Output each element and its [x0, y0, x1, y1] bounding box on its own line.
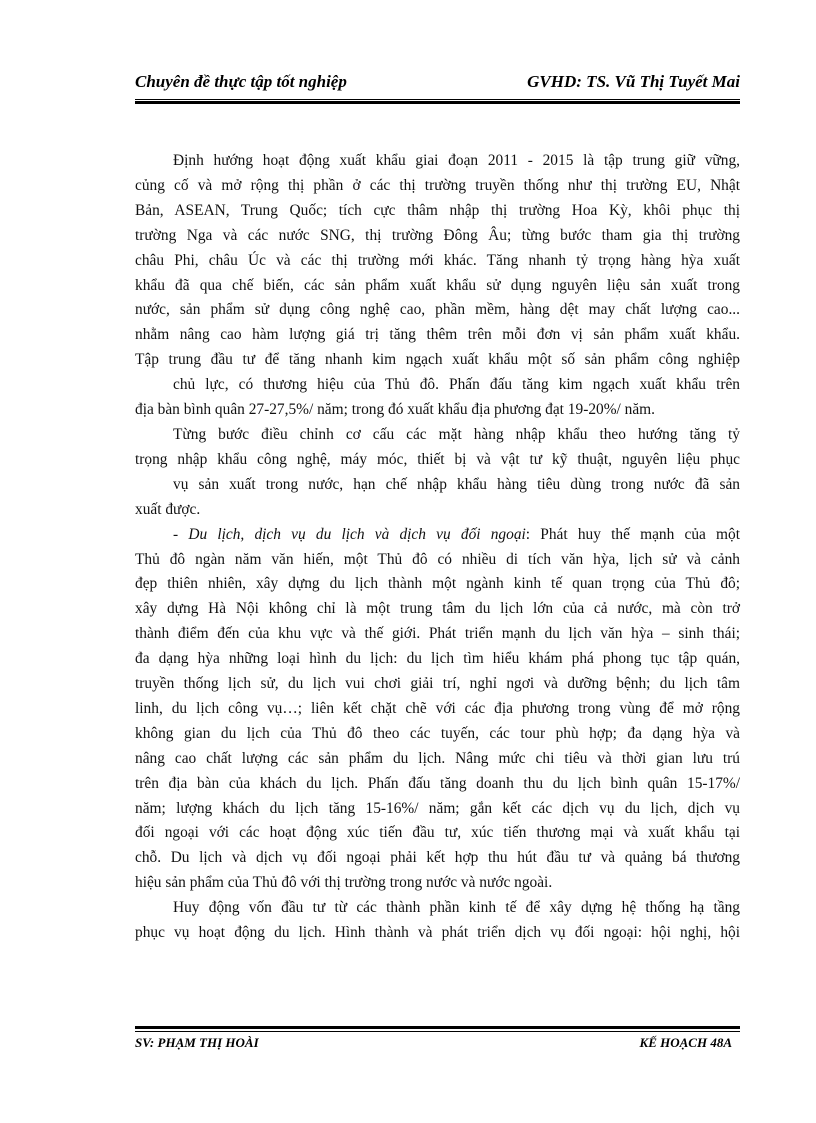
text-line: xuất được. — [135, 500, 201, 518]
bullet-dash: - — [173, 525, 189, 543]
paragraph-export-orientation — [135, 149, 740, 423]
text-line: xây dựng Hà Nội không chỉ là một trung tâm du lịch lớn của cả nước, mà còn trở — [135, 600, 740, 618]
text-line: đối ngoại với các hoạt động xúc tiến đầu tư, xúc tiến thương mại và xuất khẩu tại — [135, 824, 740, 842]
text-line: khẩu đã qua chế biến, các sản phẩm xuất khẩu sử dụng nguyên liệu sản xuất trong — [135, 276, 740, 294]
text-line: truyền thống lịch sử, du lịch vui chơi giải trí, nghỉ ngơi và dưỡng bệnh; du lịch tâm — [135, 675, 740, 693]
text-line: chỗ. Du lịch và dịch vụ đối ngoại phải kết hợp thu hút đầu tư và quảng bá thương — [135, 849, 740, 867]
text-line: thành điểm đến của khu vực và thế giới. Phát triển mạnh du lịch văn hỳa – sinh thái; — [135, 625, 740, 643]
text-line: nhằm nâng cao hàm lượng giá trị tăng thêm trên mỗi đơn vị sản phẩm xuất khẩu. — [135, 326, 740, 344]
page-footer — [135, 1026, 740, 1060]
header-rule-thin — [135, 99, 740, 100]
text-line: Bản, ASEAN, Trung Quốc; tích cực thâm nhập thị trường Hoa Kỳ, khôi phục thị — [135, 201, 740, 219]
text-line: vụ sản xuất trong nước, hạn chế nhập khẩu hàng tiêu dùng trong nước đã sản — [173, 475, 740, 493]
footer-class: KẾ HOẠCH 48A — [639, 1035, 732, 1050]
text-line: củng cố và mở rộng thị phần ở các thị trường truyền thống như thị trường EU, Nhật — [135, 176, 740, 194]
footer-student: SV: PHẠM THỊ HOÀI — [135, 1035, 259, 1050]
paragraph-tourism — [135, 523, 740, 897]
text-line: trường Nga và các nước SNG, thị trường Đông Âu; từng bước tham gia thị trường — [135, 226, 740, 244]
text-line: phục vụ hoạt động du lịch. Hình thành và phát triển dịch vụ đối ngoại: hội nghị, hội — [135, 924, 740, 942]
text-line: trên địa bàn của khách du lịch. Phấn đấu tăng doanh thu du lịch bình quân 15-17%/ — [135, 774, 740, 792]
text-fragment: Phát huy thế mạnh của một — [540, 525, 741, 543]
paragraph-investment — [135, 896, 740, 946]
text-line: địa bàn bình quân 27-27,5%/ năm; trong đó xuất khẩu địa phương đạt 19-20%/ năm. — [135, 401, 655, 419]
tourism-heading: Du lịch, dịch vụ du lịch và dịch vụ đối ngoại — [188, 525, 526, 543]
text-line: hiệu sản phẩm của Thủ đô với thị trường trong nước và nước ngoài. — [135, 874, 553, 892]
text-line: nước, sản phẩm sử dụng công nghệ cao, phần mềm, hàng dệt may chất lượng cao... — [135, 301, 740, 319]
text-line: Thủ đô ngàn năm văn hiến, một Thủ đô có nhiều di tích văn hỳa, lịch sử và cảnh — [135, 550, 740, 568]
text-line: trọng nhập khẩu công nghệ, máy móc, thiết bị và vật tư kỹ thuật, nguyên liệu phục — [135, 450, 740, 468]
text-line: nâng cao chất lượng các sản phẩm du lịch. Nâng mức chi tiêu và thời gian lưu trú — [135, 749, 740, 767]
text-line: linh, du lịch công vụ…; liên kết chặt chẽ với các địa phương trong vùng để mở rộng — [135, 699, 740, 717]
text-line: năm; lượng khách du lịch tăng 15-16%/ năm; gắn kết các dịch vụ du lịch, dịch vụ — [135, 799, 740, 817]
text-line: Tập trung đầu tư để tăng nhanh kim ngạch xuất khẩu một số sản phẩm công nghiệp — [135, 351, 740, 369]
heading-colon: : — [525, 525, 541, 543]
page-header — [135, 72, 740, 106]
header-supervisor: GVHD: TS. Vũ Thị Tuyết Mai — [527, 72, 740, 91]
body-text — [135, 149, 740, 946]
footer-rule-thin — [135, 1031, 740, 1032]
text-line — [135, 523, 740, 548]
text-line: đa dạng hỳa những loại hình du lịch: du lịch tìm hiểu khám phá phong tục tập quán, — [135, 650, 740, 668]
footer-rule-thick — [135, 1026, 740, 1029]
text-line: Huy động vốn đầu tư từ các thành phần kinh tế để xây dựng hệ thống hạ tầng — [173, 899, 740, 917]
text-line: Từng bước điều chỉnh cơ cấu các mặt hàng nhập khẩu theo hướng tăng tỷ — [173, 425, 740, 443]
text-line: không gian du lịch của Thủ đô theo các tuyến, các tour phù hợp; đa dạng hỳa và — [135, 724, 740, 742]
text-line: châu Phi, châu Úc và các thị trường mới khác. Tăng nhanh tỷ trọng hàng hỳa xuất — [135, 251, 740, 269]
text-line: Định hướng hoạt động xuất khẩu giai đoạn 2011 - 2015 là tập trung giữ vững, — [173, 152, 740, 169]
text-line: đẹp thiên nhiên, xây dựng du lịch thành một ngành kinh tế quan trọng của Thủ đô; — [135, 575, 740, 593]
text-line: chủ lực, có thương hiệu của Thủ đô. Phấn đấu tăng kim ngạch xuất khẩu trên — [173, 376, 740, 394]
header-title: Chuyên đề thực tập tốt nghiệp — [135, 72, 347, 91]
header-rule-thick — [135, 101, 740, 104]
paragraph-import-structure — [135, 423, 740, 523]
